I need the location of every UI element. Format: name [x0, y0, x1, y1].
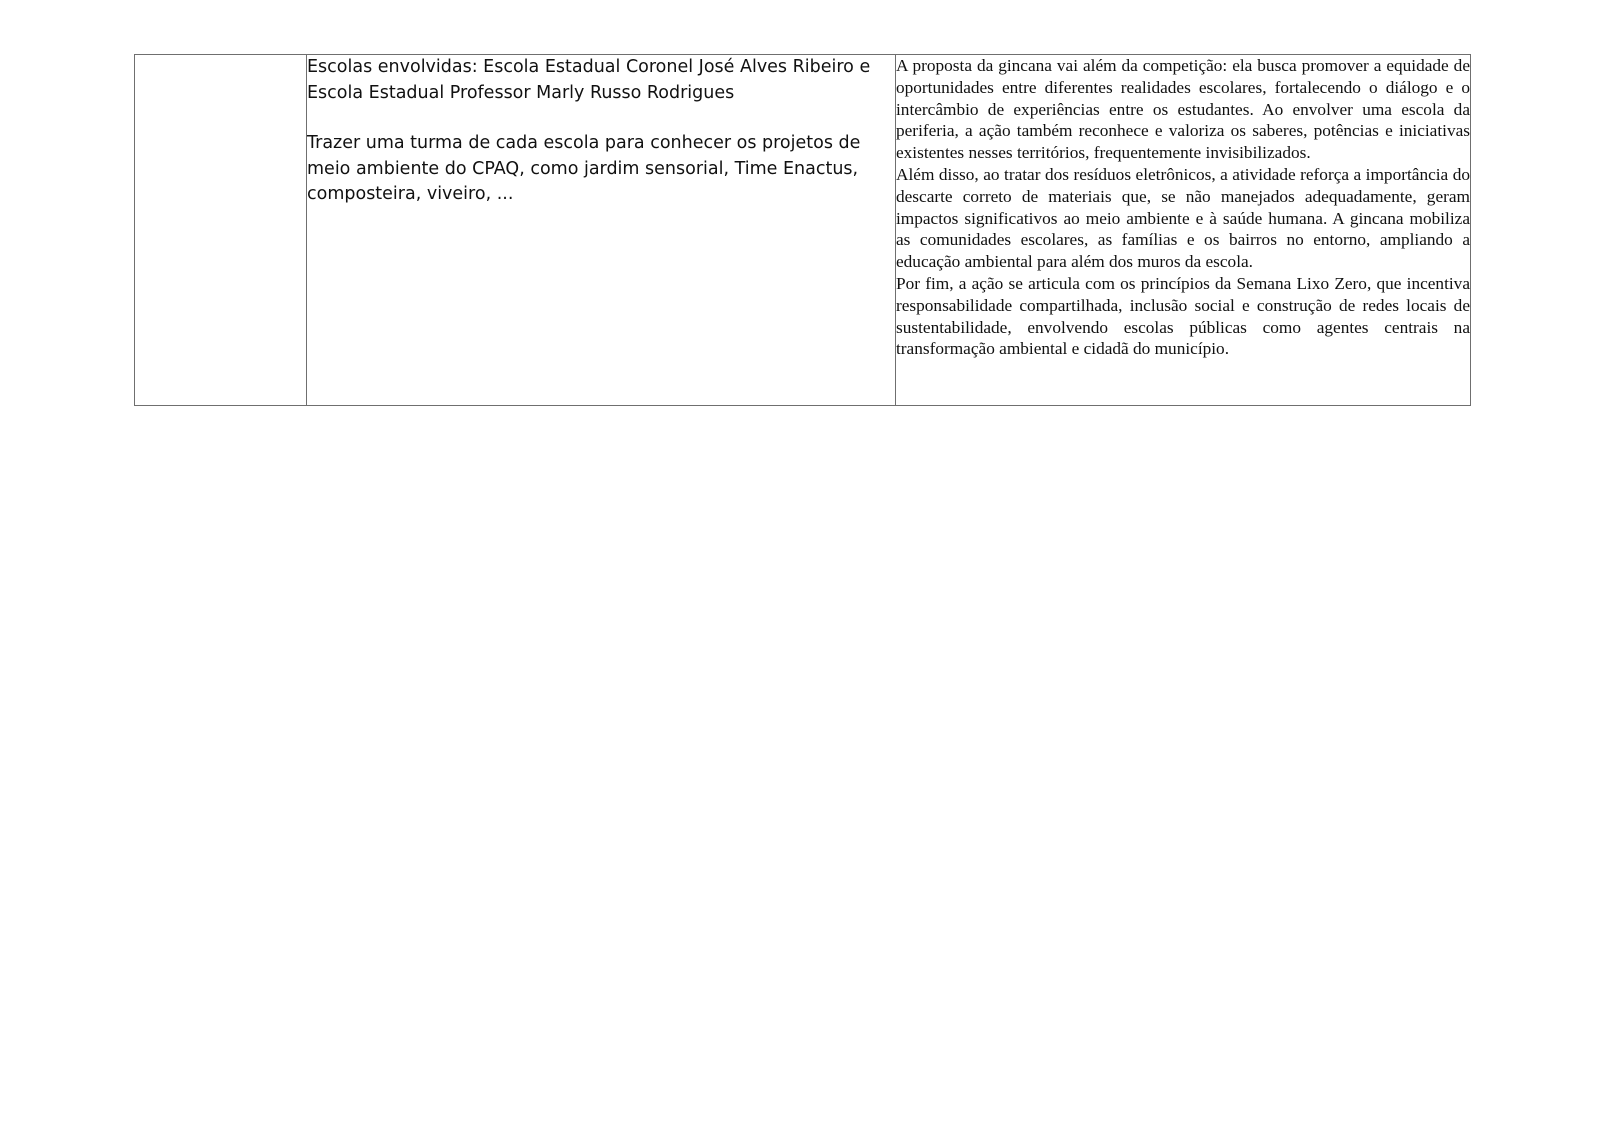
- visit-proposal-paragraph: Trazer uma turma de cada escola para conhecer os projetos de meio ambiente do CPAQ, como jardim sensorial, Time Enactus, composteira, viveiro, ...: [307, 133, 861, 204]
- justification-paragraph-1: A proposta da gincana vai além da competição: ela busca promover a equidade de oportunidades entre diferentes realidades escolares, fortalecendo o diálogo e o intercâmbio de experiências entre os estudantes. Ao envolver uma escola da periferia, a ação também reconhece e valoriza os saberes, potências e iniciativas existentes nesses territórios, frequentemente invisibilizados.: [896, 56, 1470, 163]
- table-cell-justification: [896, 55, 1471, 406]
- project-table: [134, 54, 1471, 406]
- justification-paragraph-3: Por fim, a ação se articula com os princípios da Semana Lixo Zero, que incentiva responsabilidade compartilhada, inclusão social e construção de redes locais de sustentabilidade, envolvendo escolas públicas como agentes centrais na transformação ambiental e cidadã do município.: [896, 273, 1470, 359]
- table-cell-empty: [135, 55, 307, 406]
- schools-involved-paragraph: Escolas envolvidas: Escola Estadual Coronel José Alves Ribeiro e Escola Estadual Professor Marly Russo Rodrigues: [307, 57, 871, 103]
- table-cell-schools: [307, 55, 896, 406]
- table-row: [135, 55, 1471, 406]
- justification-paragraph-2: Além disso, ao tratar dos resíduos eletrônicos, a atividade reforça a importância do descarte correto de materiais que, se não manejados adequadamente, geram impactos significativos ao meio ambiente e à saúde humana. A gincana mobiliza as comunidades escolares, as famílias e os bairros no entorno, ampliando a educação ambiental para além dos muros da escola.: [896, 164, 1470, 272]
